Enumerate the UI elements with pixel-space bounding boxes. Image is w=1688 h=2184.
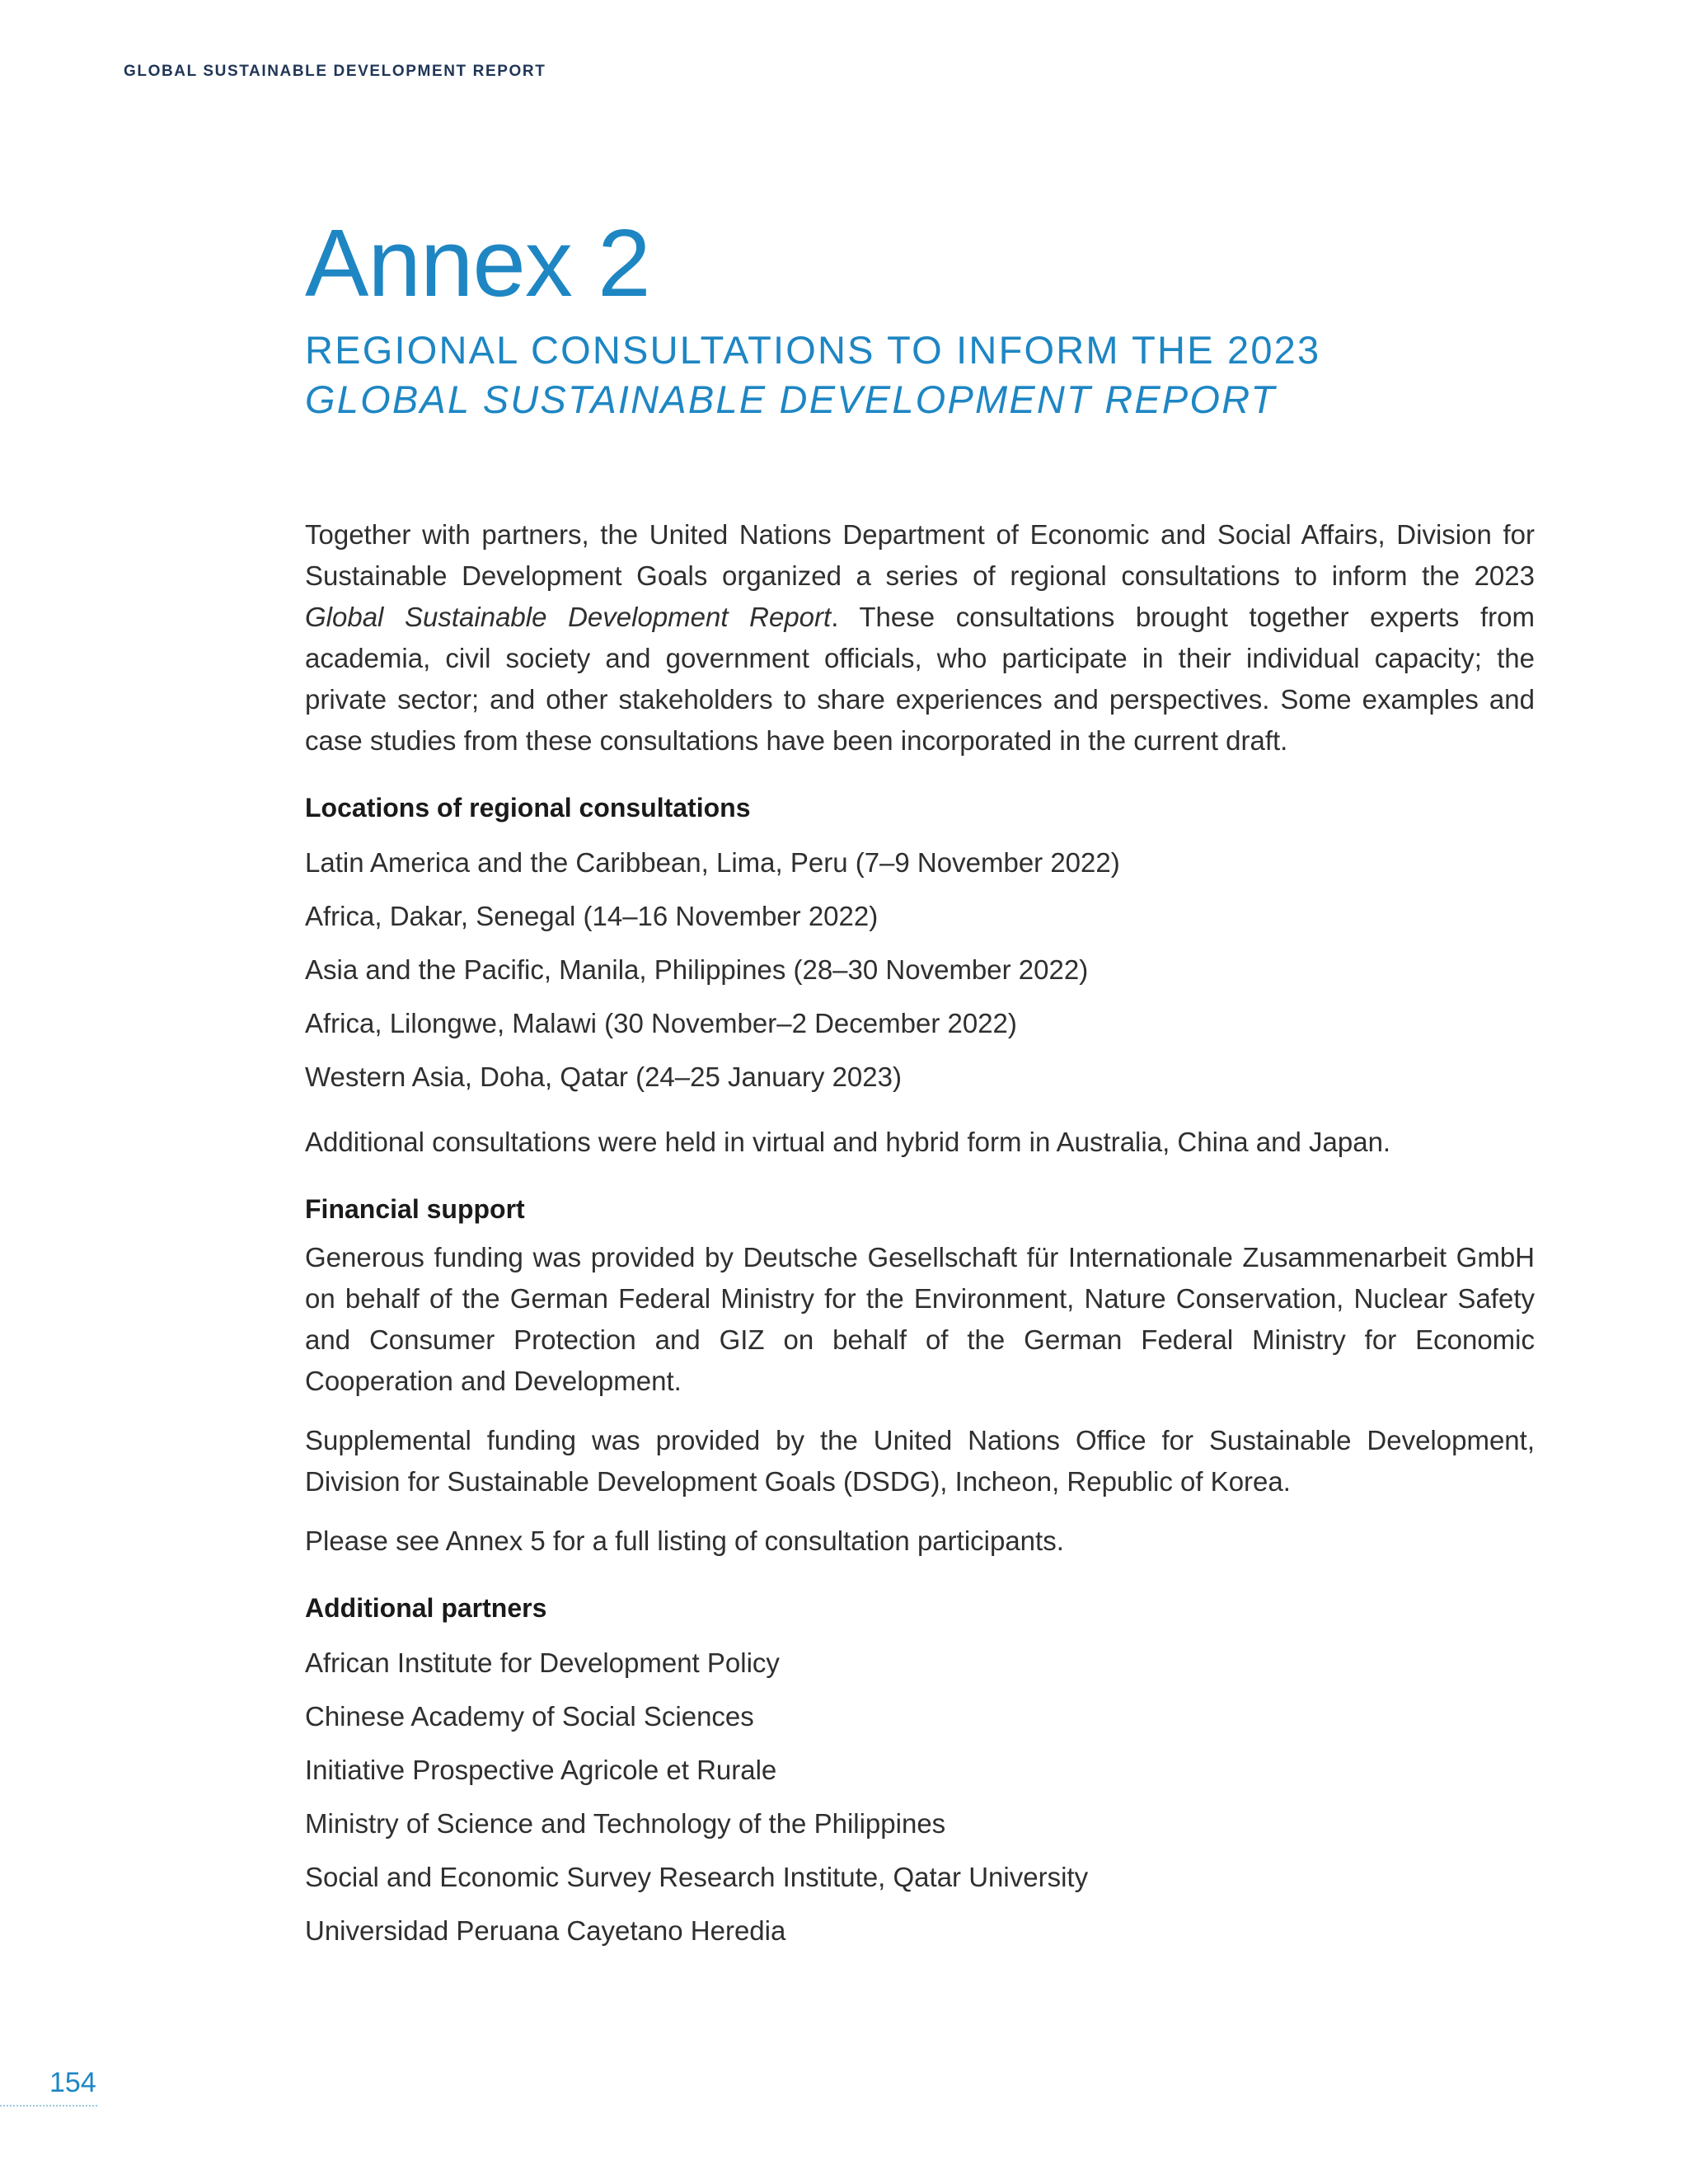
location-item: Asia and the Pacific, Manila, Philippines (28–30 November 2022) xyxy=(305,954,1089,986)
main-content xyxy=(305,210,1535,1957)
running-header: GLOBAL SUSTAINABLE DEVELOPMENT REPORT xyxy=(124,63,546,80)
financial-support-heading: Financial support xyxy=(305,1194,525,1225)
partner-item: Universidad Peruana Cayetano Heredia xyxy=(305,1915,786,1947)
subtitle-line-1: REGIONAL CONSULTATIONS TO INFORM THE 2023 xyxy=(305,327,1321,372)
partner-item: Chinese Academy of Social Sciences xyxy=(305,1701,754,1732)
page-subtitle xyxy=(305,326,1535,424)
additional-partners-heading: Additional partners xyxy=(305,1593,547,1624)
page-number-divider xyxy=(0,2105,97,2107)
location-item: Western Asia, Doha, Qatar (24–25 January 2023) xyxy=(305,1062,902,1093)
page-title: Annex 2 xyxy=(305,209,650,316)
partners-list xyxy=(305,1636,1535,1957)
additional-consultations-note: Additional consultations were held in virtual and hybrid form in Australia, China and Japan. xyxy=(305,1127,1391,1158)
location-item: Africa, Dakar, Senegal (14–16 November 2022) xyxy=(305,901,879,932)
location-item: Africa, Lilongwe, Malawi (30 November–2 December 2022) xyxy=(305,1008,1017,1039)
locations-list xyxy=(305,836,1535,1104)
intro-text-1: Together with partners, the United Nations Department of Economic and Social Affairs, Division for Sustainable Development Goals organized a series of regional consultations to inform the 2023 xyxy=(305,519,1535,592)
partner-item: Initiative Prospective Agricole et Rurale xyxy=(305,1755,777,1786)
partner-item: African Institute for Development Policy xyxy=(305,1647,780,1679)
location-item: Latin America and the Caribbean, Lima, Peru (7–9 November 2022) xyxy=(305,847,1120,879)
partner-item: Ministry of Science and Technology of the Philippines xyxy=(305,1808,946,1840)
supplemental-funding-paragraph: Supplemental funding was provided by the United Nations Office for Sustainable Development, Division for Sustainable Development Goals (DSDG), Incheon, Republic of Korea. xyxy=(305,1425,1535,1497)
funding-paragraph: Generous funding was provided by Deutsche Gesellschaft für Internationale Zusammenarbeit GmbH on behalf of the German Federal Ministry for the Environment, Nature Conservation, Nuclear Safety and Consumer Protection and GIZ on behalf of the German Federal Ministry for Economic Cooperation and Development. xyxy=(305,1242,1535,1397)
intro-text-2: . These consultations brought together experts from academia, civil society and government officials, who participate in their individual capacity; the private sector; and other stakeholders to share experiences and perspectives. Some examples and case studies from these consultations have been incorporated in the current draft. xyxy=(305,602,1536,757)
page-number: 154 xyxy=(49,2067,96,2098)
intro-paragraph xyxy=(305,514,1535,762)
locations-heading: Locations of regional consultations xyxy=(305,793,751,823)
subtitle-line-2: GLOBAL SUSTAINABLE DEVELOPMENT REPORT xyxy=(305,377,1277,421)
intro-report-title: Global Sustainable Development Report xyxy=(305,602,832,633)
annex-reference-paragraph: Please see Annex 5 for a full listing of consultation participants. xyxy=(305,1526,1064,1557)
partner-item: Social and Economic Survey Research Institute, Qatar University xyxy=(305,1862,1089,1893)
